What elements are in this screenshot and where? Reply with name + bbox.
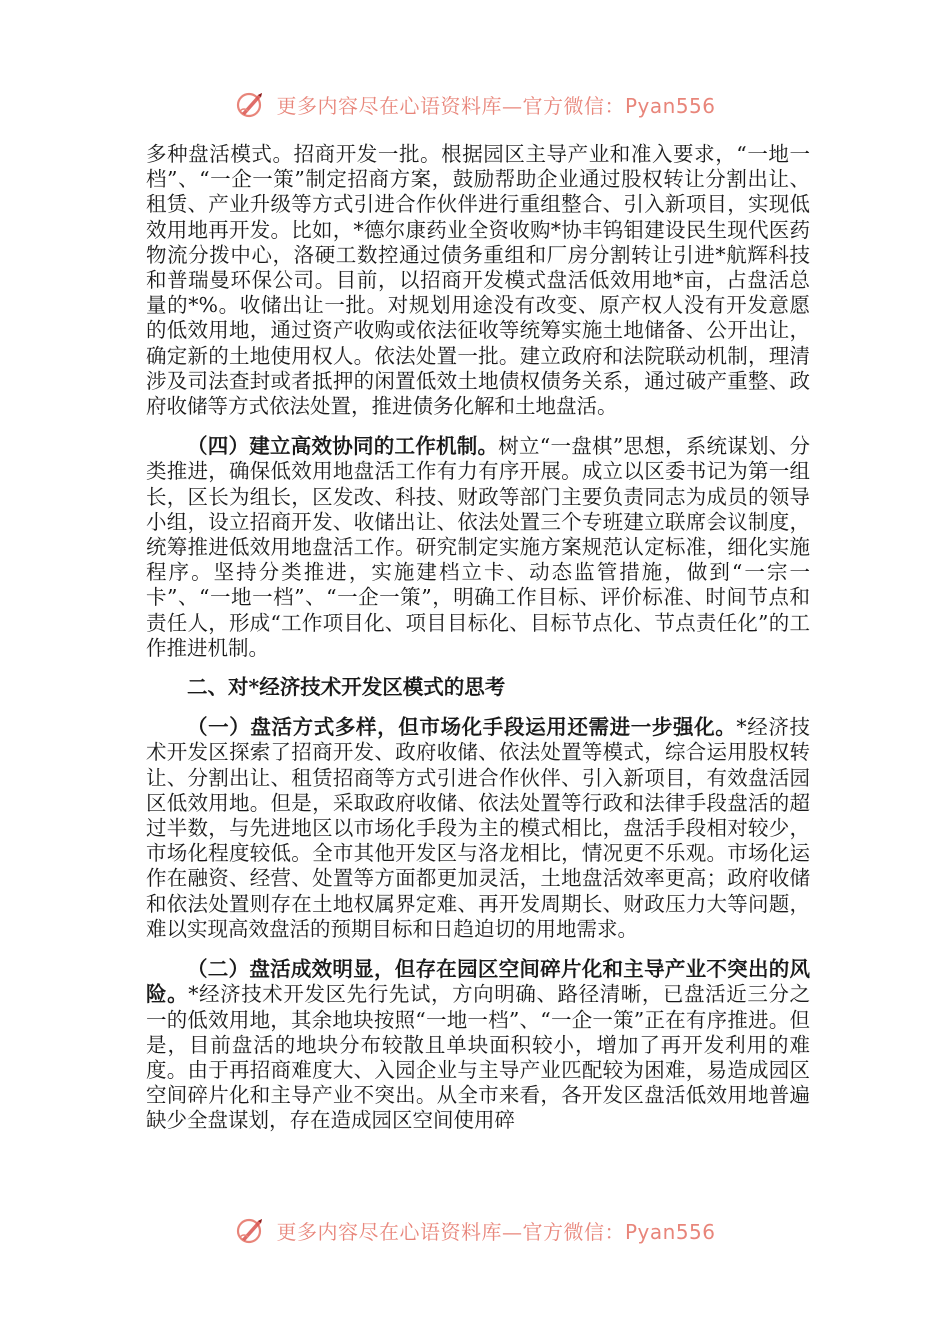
paragraph-heading: （四）建立高效协同的工作机制。 (187, 434, 499, 459)
paragraph-market-means (146, 715, 810, 942)
watermark-text: 更多内容尽在心语资料库—官方微信：Pyan556 (276, 1219, 716, 1244)
paragraph-text: *经济技术开发区先行先试，方向明确、路径清晰，已盘活近三分之一的低效用地，其余地块按照“一地一档”、“一企一策”正在有序推进。但是，目前盘活的地块分布较散且单块面积较小，增加了再开发利用的难度。由于再招商难度大、入园企业与主导产业匹配较为困难，易造成园区空间碎片化和主导产业不突出。从全市来看，各开发区盘活低效用地普遍缺少全盘谋划，存在造成园区空间使用碎 (146, 982, 811, 1133)
watermark-wechat-id: Pyan556 (624, 93, 716, 118)
section-title: 二、对*经济技术开发区模式的思考 (187, 675, 506, 700)
pen-logo-icon (234, 87, 268, 121)
watermark-banner-top (0, 84, 950, 124)
paragraph-work-mechanism (146, 434, 810, 661)
document-body (146, 142, 810, 1134)
watermark-text: 更多内容尽在心语资料库—官方微信：Pyan556 (276, 93, 716, 118)
paragraph-investment-modes: 多种盘活模式。招商开发一批。根据园区主导产业和准入要求，“一地一档”、“一企一策”制定招商方案，鼓励帮助企业通过股权转让分割出让、租赁、产业升级等方式引进合作伙伴进行重组整合、引入新项目，实现低效用地再开发。比如，*德尔康药业全资收购*协丰钨钼建设民生现代医药物流分拨中心，洛硬工数控通过债务重组和厂房分割转让引进*航辉科技和普瑞曼环保公司。目前，以招商开发模式盘活低效用地*亩，占盘活总量的*%。收储出让一批。对规划用途没有改变、原产权人没有开发意愿的低效用地，通过资产收购或依法征收等统筹实施土地储备、公开出让，确定新的土地使用权人。依法处置一批。建立政府和法院联动机制，理清涉及司法查封或者抵押的闲置低效土地债权债务关系，通过破产重整、政府收储等方式依法处置，推进债务化解和土地盘活。 (146, 142, 810, 419)
paragraph-text: 树立“一盘棋”思想，系统谋划、分类推进，确保低效用地盘活工作有力有序开展。成立以区委书记为第一组长，区长为组长，区发改、科技、财政等部门主要负责同志为成员的领导小组，设立招商开发、收储出让、依法处置三个专班建立联席会议制度，统筹推进低效用地盘活工作。研究制定实施方案规范认定标准，细化实施程序。坚持分类推进，实施建档立卡、动态监管措施，做到“一宗一卡”、“一地一档”、“一企一策”，明确工作目标、评价标准、时间节点和责任人，形成“工作项目化、项目目标化、目标节点化、节点责任化”的工作推进机制。 (146, 434, 810, 660)
paragraph-heading: （一）盘活方式多样，但市场化手段运用还需进一步强化。 (187, 715, 737, 740)
paragraph-fragmentation-risk (146, 957, 810, 1133)
watermark-wechat-id: Pyan556 (624, 1219, 716, 1244)
paragraph-text: *经济技术开发区探索了招商开发、政府收储、依法处置等模式，综合运用股权转让、分割出让、租赁招商等方式引进合作伙伴、引入新项目，有效盘活园区低效用地。但是，采取政府收储、依法处置等行政和法律手段盘活的超过半数，与先进地区以市场化手段为主的模式相比，盘活手段相对较少，市场化程度较低。全市其他开发区与洛龙相比，情况更不乐观。市场化运作在融资、经营、处置等方面都更加灵活，土地盘活效率更高；政府收储和依法处置则存在土地权属界定难、再开发周期长、财政压力大等问题，难以实现高效盘活的预期目标和日趋迫切的用地需求。 (146, 715, 811, 941)
paragraph-heading: （二）盘活成效明显，但存在园区空间碎片化和主导产业不突出的风险。 (146, 957, 810, 1007)
pen-logo-icon (234, 1213, 268, 1247)
watermark-banner-bottom (0, 1210, 950, 1250)
